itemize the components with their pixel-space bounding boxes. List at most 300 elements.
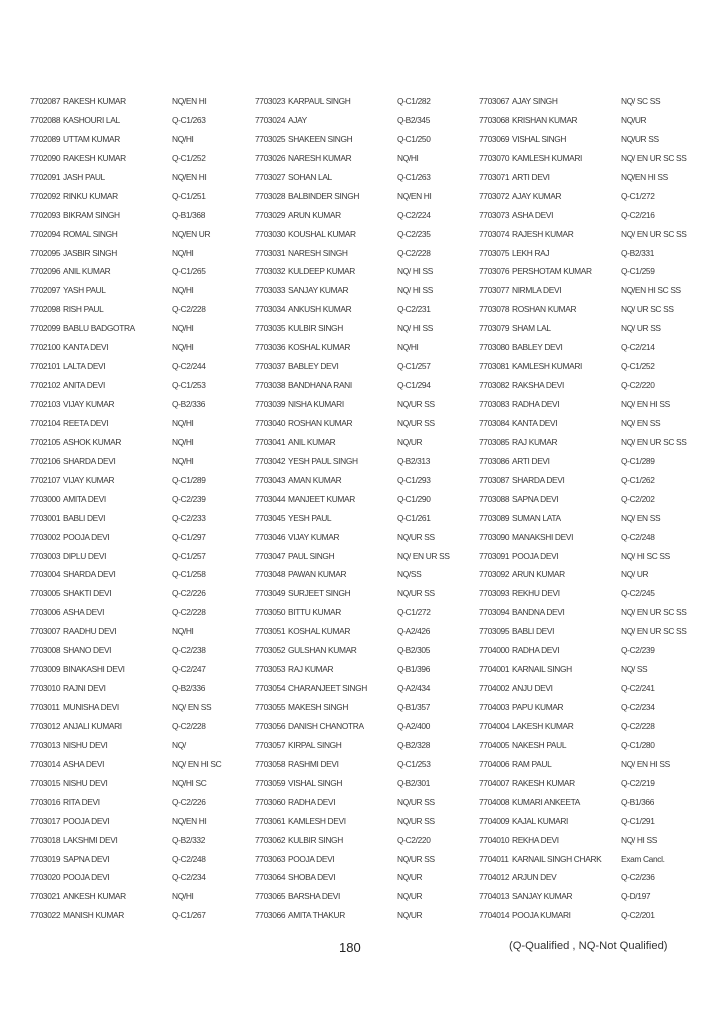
result-row (479, 868, 703, 887)
result-status: NQ/HI (172, 342, 194, 353)
result-row (255, 357, 479, 376)
candidate-name: POOJA DEVI (63, 531, 110, 542)
candidate-name: ANIL KUMAR (63, 266, 111, 277)
roll-number: 7703035 (255, 323, 286, 334)
result-row (255, 698, 479, 717)
result-row (479, 793, 703, 812)
result-status: Q-C2/239 (172, 493, 206, 504)
candidate-name: POOJA DEVI (512, 550, 559, 561)
result-status: Q-C1/259 (621, 266, 655, 277)
page-number: 180 (339, 940, 361, 955)
result-row (255, 603, 479, 622)
result-status: Q-B2/313 (397, 455, 431, 466)
result-status: NQ/HI (397, 342, 419, 353)
result-status: Q-C1/289 (621, 455, 655, 466)
result-row (30, 717, 254, 736)
result-row (479, 244, 703, 263)
candidate-name: ANKESH KUMAR (63, 891, 126, 902)
candidate-name: POOJA DEVI (288, 853, 335, 864)
result-status: NQ/ HI SS (397, 285, 433, 296)
roll-number: 7703005 (30, 588, 61, 599)
result-row (479, 471, 703, 490)
candidate-name: SUMAN LATA (512, 512, 561, 523)
result-row (479, 641, 703, 660)
roll-number: 7703030 (255, 228, 286, 239)
candidate-name: NISHU DEVI (63, 739, 108, 750)
result-status: Q-C2/219 (621, 777, 655, 788)
results-columns (30, 92, 700, 932)
roll-number: 7703091 (479, 550, 510, 561)
candidate-name: BABLU BADGOTRA (63, 323, 135, 334)
roll-number: 7703032 (255, 266, 286, 277)
roll-number: 7703024 (255, 114, 286, 125)
result-row (479, 812, 703, 831)
roll-number: 7703086 (479, 455, 510, 466)
roll-number: 7703094 (479, 607, 510, 618)
roll-number: 7703007 (30, 626, 61, 637)
roll-number: 7703067 (479, 96, 510, 106)
result-row (30, 338, 254, 357)
result-status: NQ/UR SS (397, 531, 435, 542)
roll-number: 7703083 (479, 399, 510, 409)
candidate-name: KAJAL KUMARI (512, 815, 568, 826)
result-row (255, 281, 479, 300)
result-status: NQ/ UR SC SS (621, 304, 674, 315)
result-row (30, 376, 254, 395)
candidate-name: BIKRAM SINGH (63, 209, 120, 220)
result-row (255, 225, 479, 244)
candidate-name: BANDHANA RANI (288, 380, 352, 391)
candidate-name: BANDNA DEVI (512, 607, 565, 618)
candidate-name: MAKESH SINGH (288, 702, 349, 712)
candidate-name: AJAY KUMAR (512, 190, 562, 201)
roll-number: 7703063 (255, 853, 286, 864)
result-row (255, 300, 479, 319)
candidate-name: SAPNA DEVI (63, 853, 110, 864)
roll-number: 7703065 (255, 891, 286, 902)
result-status: Q-B2/332 (172, 834, 206, 845)
result-status: Q-C2/216 (621, 209, 655, 220)
candidate-name: LAKSHMI DEVI (63, 834, 118, 845)
result-row (479, 111, 703, 130)
result-row (30, 565, 254, 584)
candidate-name: ARUN KUMAR (288, 209, 341, 220)
roll-number: 7703055 (255, 702, 286, 712)
result-row (255, 868, 479, 887)
result-status: Q-C2/236 (621, 872, 655, 883)
roll-number: 7704009 (479, 815, 510, 826)
result-row (255, 717, 479, 736)
result-status: NQ/ HI SS (621, 834, 657, 845)
candidate-name: BALBINDER SINGH (288, 190, 360, 201)
roll-number: 7703092 (479, 569, 510, 580)
result-row (255, 130, 479, 149)
result-row (255, 244, 479, 263)
result-status: Q-B1/368 (172, 209, 206, 220)
result-row (255, 850, 479, 869)
roll-number: 7702101 (30, 361, 61, 372)
roll-number: 7703023 (255, 96, 286, 106)
result-status: NQ/EN UR (172, 228, 211, 239)
candidate-name: RAJESH KUMAR (512, 228, 574, 239)
candidate-name: JASBIR SINGH (63, 247, 117, 258)
result-row (30, 793, 254, 812)
candidate-name: ARTI DEVI (512, 171, 550, 182)
candidate-name: VISHAL SINGH (512, 133, 567, 144)
result-status: NQ/ UR SS (621, 323, 661, 334)
candidate-name: KUMARI ANKEETA (512, 796, 581, 807)
roll-number: 7703031 (255, 247, 286, 258)
candidate-name: KASHOURI LAL (63, 114, 120, 125)
result-row (479, 584, 703, 603)
result-row (30, 357, 254, 376)
result-row (255, 812, 479, 831)
roll-number: 7703046 (255, 531, 286, 542)
result-row (479, 168, 703, 187)
result-row (479, 395, 703, 414)
result-status: NQ/ SS (621, 664, 648, 675)
result-status: Q-C2/228 (621, 720, 655, 731)
results-column-3 (479, 92, 703, 925)
candidate-name: REETA DEVI (63, 417, 109, 428)
roll-number: 7702089 (30, 133, 61, 144)
result-row (30, 225, 254, 244)
candidate-name: KAMLESH KUMARI (512, 361, 583, 372)
candidate-name: SOHAN LAL (288, 171, 332, 182)
candidate-name: BABLI DEVI (512, 626, 555, 637)
result-row (479, 850, 703, 869)
result-row (255, 736, 479, 755)
candidate-name: ANJALI KUMARI (63, 720, 122, 731)
roll-number: 7702099 (30, 323, 61, 334)
result-status: NQ/UR SS (621, 133, 659, 144)
roll-number: 7703033 (255, 285, 286, 296)
result-status: Q-C2/244 (172, 361, 206, 372)
result-status: Q-C1/263 (172, 114, 206, 125)
result-status: Q-C2/228 (172, 607, 206, 618)
result-row (255, 414, 479, 433)
result-row (479, 357, 703, 376)
result-status: Q-B2/336 (172, 399, 206, 409)
result-row (255, 565, 479, 584)
result-row (255, 319, 479, 338)
result-row (479, 698, 703, 717)
result-status: NQ/HI (172, 285, 194, 296)
roll-number: 7703062 (255, 834, 286, 845)
roll-number: 7703012 (30, 720, 61, 731)
result-status: Q-C2/233 (172, 512, 206, 523)
result-row (255, 528, 479, 547)
result-row (255, 206, 479, 225)
result-status: Q-C1/293 (397, 474, 431, 485)
result-status: Q-C1/258 (172, 569, 206, 580)
candidate-name: SURJEET SINGH (288, 588, 351, 599)
candidate-name: KULDEEP KUMAR (288, 266, 355, 277)
result-status: Q-B2/301 (397, 777, 431, 788)
result-row (255, 679, 479, 698)
candidate-name: VISHAL SINGH (288, 777, 343, 788)
roll-number: 7702090 (30, 152, 61, 163)
roll-number: 7703077 (479, 285, 510, 296)
candidate-name: NARESH SINGH (288, 247, 348, 258)
result-row (479, 906, 703, 925)
candidate-name: RAADHU DEVI (63, 626, 117, 637)
result-row (30, 168, 254, 187)
candidate-name: ARJUN DEV (512, 872, 557, 883)
candidate-name: MUNISHA DEVI (63, 702, 119, 712)
roll-number: 7703017 (30, 815, 61, 826)
result-status: Q-C2/235 (397, 228, 431, 239)
roll-number: 7703003 (30, 550, 61, 561)
result-status: Q-B1/396 (397, 664, 431, 675)
roll-number: 7703002 (30, 531, 61, 542)
roll-number: 7703090 (479, 531, 510, 542)
candidate-name: ASHA DEVI (63, 758, 105, 769)
roll-number: 7703053 (255, 664, 286, 675)
result-row (255, 111, 479, 130)
roll-number: 7703029 (255, 209, 286, 220)
candidate-name: KARNAIL SINGH CHARK (512, 853, 602, 864)
candidate-name: SHOBA DEVI (288, 872, 336, 883)
roll-number: 7703075 (479, 247, 510, 258)
result-row (479, 831, 703, 850)
result-row (255, 149, 479, 168)
result-status: Q-C1/267 (172, 910, 206, 921)
result-row (479, 225, 703, 244)
result-status: Q-C2/202 (621, 493, 655, 504)
result-status: Q-C2/241 (621, 683, 655, 694)
result-status: Q-C2/214 (621, 342, 655, 353)
roll-number: 7703056 (255, 720, 286, 731)
roll-number: 7703095 (479, 626, 510, 637)
result-row (30, 850, 254, 869)
roll-number: 7703079 (479, 323, 510, 334)
roll-number: 7703087 (479, 474, 510, 485)
result-status: Q-C1/294 (397, 380, 431, 391)
candidate-name: CHARANJEET SINGH (288, 683, 367, 694)
roll-number: 7703026 (255, 152, 286, 163)
candidate-name: KRISHAN KUMAR (512, 114, 578, 125)
roll-number: 7703040 (255, 417, 286, 428)
candidate-name: BINAKASHI DEVI (63, 664, 125, 675)
result-row (30, 774, 254, 793)
result-row (30, 452, 254, 471)
result-legend: (Q-Qualified , NQ-Not Qualified) (509, 940, 668, 952)
candidate-name: NARESH KUMAR (288, 152, 352, 163)
roll-number: 7703060 (255, 796, 286, 807)
result-row (479, 887, 703, 906)
result-status: Q-C1/291 (621, 815, 655, 826)
candidate-name: RADHA DEVI (288, 796, 336, 807)
roll-number: 7703085 (479, 436, 510, 447)
result-status: Q-C1/290 (397, 493, 431, 504)
candidate-name: BABLEY DEVI (512, 342, 563, 353)
roll-number: 7703059 (255, 777, 286, 788)
result-row (479, 92, 703, 111)
result-status: NQ/UR SS (397, 399, 435, 409)
roll-number: 7704003 (479, 702, 510, 712)
candidate-name: NAKESH PAUL (512, 739, 567, 750)
candidate-name: NIRMLA DEVI (512, 285, 562, 296)
candidate-name: KOSHAL KUMAR (288, 342, 351, 353)
roll-number: 7702097 (30, 285, 61, 296)
result-status: NQ/UR (397, 891, 423, 902)
result-row (479, 452, 703, 471)
candidate-name: LALTA DEVI (63, 361, 106, 372)
result-row (479, 130, 703, 149)
result-row (30, 471, 254, 490)
result-row (479, 414, 703, 433)
candidate-name: POOJA DEVI (63, 872, 110, 883)
result-row (30, 92, 254, 111)
roll-number: 7702105 (30, 436, 61, 447)
roll-number: 7704008 (479, 796, 510, 807)
result-row (255, 793, 479, 812)
result-status: Q-C1/280 (621, 739, 655, 750)
result-status: NQ/UR SS (397, 796, 435, 807)
roll-number: 7703006 (30, 607, 61, 618)
roll-number: 7703018 (30, 834, 61, 845)
roll-number: 7703016 (30, 796, 61, 807)
roll-number: 7703069 (479, 133, 510, 144)
result-status: Q-C1/265 (172, 266, 206, 277)
result-row (255, 509, 479, 528)
roll-number: 7703025 (255, 133, 286, 144)
result-row (30, 812, 254, 831)
candidate-name: RADHA DEVI (512, 645, 560, 656)
result-status: NQ/ HI SS (397, 266, 433, 277)
candidate-name: SAPNA DEVI (512, 493, 559, 504)
candidate-name: RAKSHA DEVI (512, 380, 565, 391)
candidate-name: SHARDA DEVI (63, 569, 116, 580)
result-row (479, 736, 703, 755)
result-status: NQ/HI (172, 455, 194, 466)
candidate-name: LEKH RAJ (512, 247, 550, 258)
roll-number: 7703084 (479, 417, 510, 428)
result-status: NQ/ EN UR SC SS (621, 436, 687, 447)
roll-number: 7703072 (479, 190, 510, 201)
result-status: NQ/ EN SS (621, 417, 661, 428)
roll-number: 7703008 (30, 645, 61, 656)
candidate-name: YESH PAUL (288, 512, 332, 523)
candidate-name: KULBIR SINGH (288, 323, 343, 334)
result-row (255, 887, 479, 906)
result-status: Q-C2/228 (172, 720, 206, 731)
candidate-name: ROMAL SINGH (63, 228, 118, 239)
result-row (255, 584, 479, 603)
roll-number: 7703070 (479, 152, 510, 163)
roll-number: 7703081 (479, 361, 510, 372)
result-status: Q-A2/400 (397, 720, 431, 731)
roll-number: 7703047 (255, 550, 286, 561)
result-status: NQ/HI SC (172, 777, 207, 788)
result-status: Q-C2/248 (172, 853, 206, 864)
candidate-name: RADHA DEVI (512, 399, 560, 409)
result-status: Q-C2/228 (172, 304, 206, 315)
candidate-name: ROSHAN KUMAR (512, 304, 577, 315)
result-row (255, 490, 479, 509)
candidate-name: ANIL KUMAR (288, 436, 336, 447)
result-row (479, 679, 703, 698)
result-status: Q-C2/231 (397, 304, 431, 315)
candidate-name: KAMLESH DEVI (288, 815, 346, 826)
result-status: Q-C2/220 (621, 380, 655, 391)
result-status: Q-C2/234 (172, 872, 206, 883)
result-status: NQ/ HI SS (397, 323, 433, 334)
candidate-name: ASHA DEVI (512, 209, 554, 220)
roll-number: 7704005 (479, 739, 510, 750)
result-status: Q-D/197 (621, 891, 651, 902)
result-row (30, 736, 254, 755)
candidate-name: RAKESH KUMAR (512, 777, 575, 788)
result-row (30, 395, 254, 414)
result-status: NQ/EN HI SC SS (621, 285, 681, 296)
candidate-name: SHARDA DEVI (512, 474, 565, 485)
candidate-name: KARPAUL SINGH (288, 96, 351, 106)
result-row (479, 300, 703, 319)
roll-number: 7703078 (479, 304, 510, 315)
result-row (255, 831, 479, 850)
result-row (30, 187, 254, 206)
candidate-name: MANISH KUMAR (63, 910, 124, 921)
result-status: Q-B2/345 (397, 114, 431, 125)
result-row (479, 376, 703, 395)
result-status: NQ/ SC SS (621, 96, 661, 106)
candidate-name: RAJ KUMAR (288, 664, 334, 675)
result-status: Q-C1/282 (397, 96, 431, 106)
candidate-name: BARSHA DEVI (288, 891, 341, 902)
result-status: Q-C1/263 (397, 171, 431, 182)
roll-number: 7704010 (479, 834, 510, 845)
result-row (30, 262, 254, 281)
roll-number: 7703010 (30, 683, 61, 694)
result-status: NQ/HI (172, 436, 194, 447)
roll-number: 7703068 (479, 114, 510, 125)
result-row (30, 490, 254, 509)
roll-number: 7703001 (30, 512, 61, 523)
roll-number: 7703014 (30, 758, 61, 769)
result-status: Exam Cancl. (621, 853, 665, 864)
roll-number: 7702094 (30, 228, 61, 239)
candidate-name: PAPU KUMAR (512, 702, 564, 712)
result-status: NQ/ EN UR SS (397, 550, 450, 561)
result-row (479, 319, 703, 338)
result-row (30, 528, 254, 547)
result-status: NQ/UR SS (397, 815, 435, 826)
roll-number: 7703073 (479, 209, 510, 220)
roll-number: 7703050 (255, 607, 286, 618)
roll-number: 7703048 (255, 569, 286, 580)
roll-number: 7703036 (255, 342, 286, 353)
result-row (255, 906, 479, 925)
result-status: Q-C1/250 (397, 133, 431, 144)
result-row (255, 452, 479, 471)
result-row (479, 755, 703, 774)
roll-number: 7703004 (30, 569, 61, 580)
result-row (30, 300, 254, 319)
result-row (255, 262, 479, 281)
result-row (30, 887, 254, 906)
roll-number: 7703038 (255, 380, 286, 391)
candidate-name: VIJAY KUMAR (288, 531, 340, 542)
result-row (30, 906, 254, 925)
results-column-1 (30, 92, 254, 925)
result-status: NQ/UR SS (397, 853, 435, 864)
roll-number: 7703022 (30, 910, 61, 921)
result-status: Q-C2/224 (397, 209, 431, 220)
candidate-name: SHAKEEN SINGH (288, 133, 353, 144)
roll-number: 7703054 (255, 683, 286, 694)
